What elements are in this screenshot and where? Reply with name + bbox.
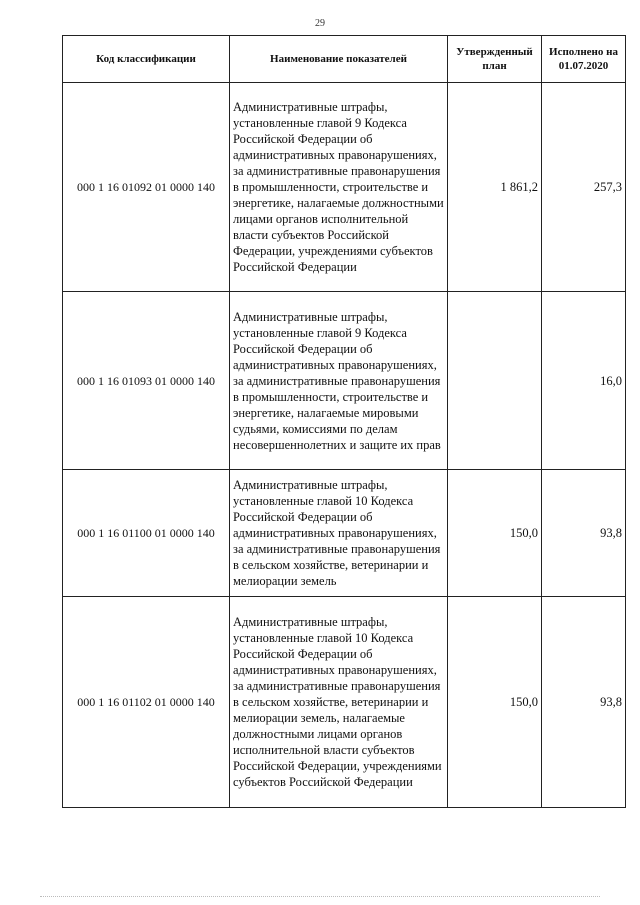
row-executed: 16,0 bbox=[542, 292, 626, 470]
header-executed: Исполнено на 01.07.2020 bbox=[542, 36, 626, 83]
row-code: 000 1 16 01092 01 0000 140 bbox=[63, 83, 230, 292]
row-name: Административные штрафы, установленные главой 9 Кодекса Российской Федерации об административных правонарушениях, за административные правонарушения в промышленности, строительстве и энергетике, налагаемые мировыми судьями, комиссиями по делам несовершеннолетних и защите их прав bbox=[230, 292, 448, 470]
scan-footer-marks bbox=[40, 896, 600, 899]
row-plan: 1 861,2 bbox=[448, 83, 542, 292]
row-name: Административные штрафы, установленные главой 9 Кодекса Российской Федерации об административных правонарушениях, за административные правонарушения в промышленности, строительстве и энергетике, налагаемые должностными лицами органов исполнительной власти субъектов Российской Федерации, учреждениями субъектов Российской Федерации bbox=[230, 83, 448, 292]
row-code: 000 1 16 01100 01 0000 140 bbox=[63, 470, 230, 597]
page-number: 29 bbox=[315, 18, 325, 29]
row-name: Административные штрафы, установленные главой 10 Кодекса Российской Федерации об административных правонарушениях, за административные правонарушения в сельском хозяйстве, ветеринарии и мелиорации земель bbox=[230, 470, 448, 597]
row-name: Административные штрафы, установленные главой 10 Кодекса Российской Федерации об административных правонарушениях, за административные правонарушения в сельском хозяйстве, ветеринарии и мелиорации земель, налагаемые должностными лицами органов исполнительной власти субъектов Российской Федерации, учреждениями субъектов Российской Федерации bbox=[230, 597, 448, 808]
table-row bbox=[63, 470, 626, 597]
row-plan: 150,0 bbox=[448, 470, 542, 597]
row-plan: 150,0 bbox=[448, 597, 542, 808]
row-executed: 93,8 bbox=[542, 597, 626, 808]
header-code: Код классификации bbox=[63, 36, 230, 83]
table-header-row bbox=[63, 36, 626, 83]
budget-table bbox=[62, 35, 626, 808]
row-plan bbox=[448, 292, 542, 470]
row-executed: 93,8 bbox=[542, 470, 626, 597]
table-row bbox=[63, 597, 626, 808]
row-executed: 257,3 bbox=[542, 83, 626, 292]
header-name: Наименование показателей bbox=[230, 36, 448, 83]
table-row bbox=[63, 83, 626, 292]
table-row bbox=[63, 292, 626, 470]
row-code: 000 1 16 01093 01 0000 140 bbox=[63, 292, 230, 470]
row-code: 000 1 16 01102 01 0000 140 bbox=[63, 597, 230, 808]
header-plan: Утвержденный план bbox=[448, 36, 542, 83]
